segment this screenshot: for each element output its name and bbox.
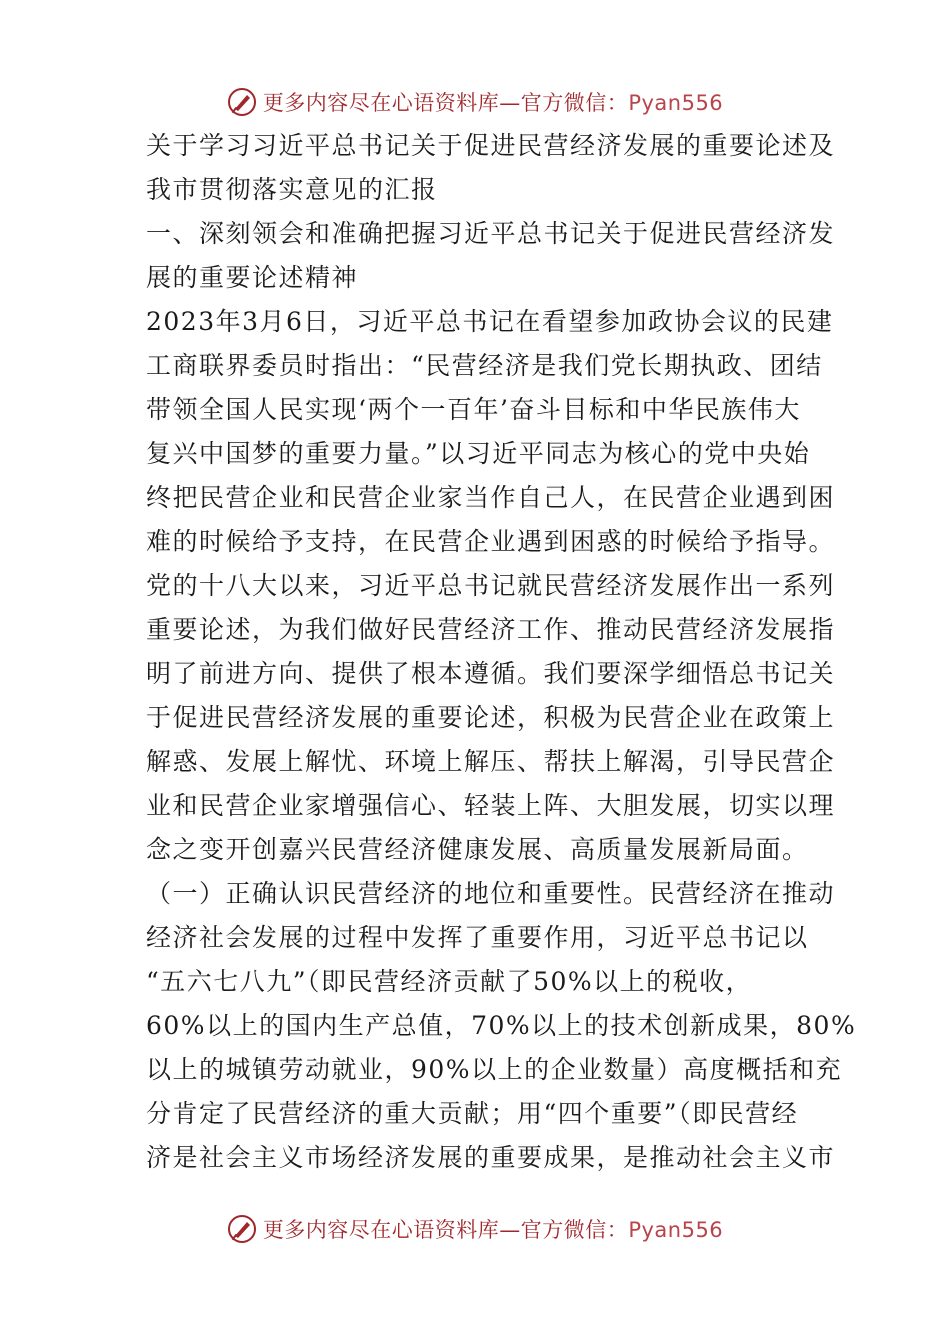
document-line: 党的十八大以来，习近平总书记就民营经济发展作出一系列 xyxy=(146,571,836,600)
wechat-id: Pyan556 xyxy=(628,1218,724,1242)
document-line: 终把民营企业和民营企业家当作自己人，在民营企业遇到困 xyxy=(146,483,836,512)
document-line: 2023年3月6日，习近平总书记在看望参加政协会议的民建 xyxy=(146,307,834,336)
document-line: 业和民营企业家增强信心、轻装上阵、大胆发展，切实以理 xyxy=(146,791,836,820)
document-line: 展的重要论述精神 xyxy=(146,263,359,292)
wechat-id: Pyan556 xyxy=(628,91,724,115)
footer-watermark-banner xyxy=(0,1207,950,1251)
document-line: 我市贯彻落实意见的汇报 xyxy=(146,175,438,204)
header-watermark-banner xyxy=(0,80,950,124)
document-line: “五六七八九”（即民营经济贡献了50%以上的税收， xyxy=(146,967,753,996)
document-body xyxy=(146,124,857,1180)
quill-pen-logo-icon xyxy=(227,1214,257,1244)
document-line: 明了前进方向、提供了根本遵循。我们要深学细悟总书记关 xyxy=(146,659,836,688)
document-line: 分肯定了民营经济的重大贡献；用“四个重要”（即民营经 xyxy=(146,1099,799,1128)
document-line: 经济社会发展的过程中发挥了重要作用，习近平总书记以 xyxy=(146,923,809,952)
quill-pen-logo-icon xyxy=(227,87,257,117)
document-line: 念之变开创嘉兴民营经济健康发展、高质量发展新局面。 xyxy=(146,835,809,864)
document-line: 重要论述，为我们做好民营经济工作、推动民营经济发展指 xyxy=(146,615,836,644)
document-line: 于促进民营经济发展的重要论述，积极为民营企业在政策上 xyxy=(146,703,836,732)
document-line: 60%以上的国内生产总值，70%以上的技术创新成果，80% xyxy=(146,1011,857,1040)
watermark-text: 更多内容尽在心语资料库—官方微信：Pyan556 xyxy=(262,91,724,115)
document-line: 难的时候给予支持，在民营企业遇到困惑的时候给予指导。 xyxy=(146,527,836,556)
document-line: 带领全国人民实现‘两个一百年’奋斗目标和中华民族伟大 xyxy=(146,395,801,424)
document-line: 工商联界委员时指出：“民营经济是我们党长期执政、团结 xyxy=(146,351,823,380)
document-line: 关于学习习近平总书记关于促进民营经济发展的重要论述及 xyxy=(146,131,836,160)
document-line: 济是社会主义市场经济发展的重要成果，是推动社会主义市 xyxy=(146,1143,836,1172)
document-line: 复兴中国梦的重要力量。”以习近平同志为核心的党中央始 xyxy=(146,439,811,468)
document-line: 以上的城镇劳动就业，90%以上的企业数量）高度概括和充 xyxy=(146,1055,843,1084)
watermark-text: 更多内容尽在心语资料库—官方微信：Pyan556 xyxy=(262,1218,724,1242)
document-line: 解惑、发展上解忧、环境上解压、帮扶上解渴，引导民营企 xyxy=(146,747,836,776)
document-line: （一）正确认识民营经济的地位和重要性。民营经济在推动 xyxy=(146,879,836,908)
document-line: 一、深刻领会和准确把握习近平总书记关于促进民营经济发 xyxy=(146,219,836,248)
